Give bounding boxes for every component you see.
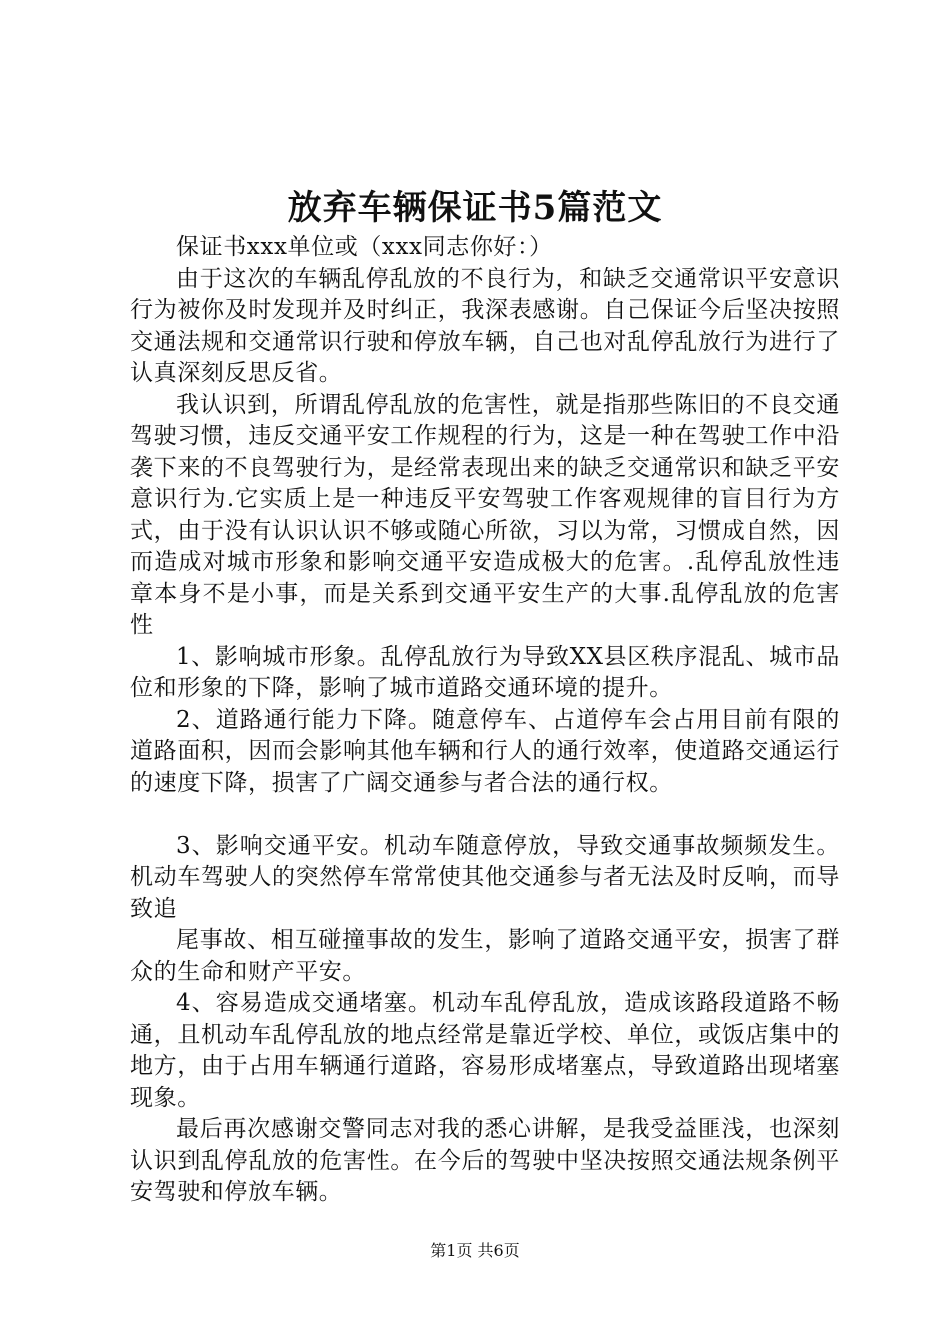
document-body	[130, 232, 840, 1209]
closing-paragraph: 最后再次感谢交警同志对我的悉心讲解，是我受益匪浅，也深刻认识到乱停乱放的危害性。在今后的驾驶中坚决按照交通法规条例平安驾驶和停放车辆。	[130, 1116, 840, 1205]
page-number-footer: 第1页 共6页	[430, 1241, 520, 1260]
body-paragraph: 由于这次的车辆乱停乱放的不良行为，和缺乏交通常识平安意识行为被你及时发现并及时纠正，我深表感谢。自己保证今后坚决按照交通法规和交通常识行驶和停放车辆，自己也对乱停乱放行为进行了认真深刻反思反省。	[130, 265, 840, 386]
document-title: 放弃车辆保证书5篇范文	[287, 188, 663, 228]
salutation-paragraph: 保证书xxx单位或（xxx同志你好：）	[176, 234, 553, 260]
list-paragraph: 3、影响交通平安。机动车随意停放，导致交通事故频频发生。机动车驾驶人的突然停车常常使其他交通参与者无法及时反响，而导致追	[130, 832, 840, 922]
list-paragraph: 4、容易造成交通堵塞。机动车乱停乱放，造成该路段道路不畅通，且机动车乱停乱放的地点经常是靠近学校、单位，或饭店集中的地方，由于占用车辆通行道路，容易形成堵塞点，导致道路出现堵塞现象。	[130, 990, 840, 1111]
list-paragraph: 2、道路通行能力下降。随意停车、占道停车会占用目前有限的道路面积，因而会影响其他车辆和行人的通行效率，使道路交通运行的速度下降，损害了广阔交通参与者合法的通行权。	[130, 706, 840, 796]
body-paragraph: 我认识到，所谓乱停乱放的危害性，就是指那些陈旧的不良交通驾驶习惯，违反交通平安工作规程的行为，这是一种在驾驶工作中沿袭下来的不良驾驶行为，是经常表现出来的缺乏交通常识和缺乏平安意识行为.它实质上是一种违反平安驾驶工作客观规律的盲目行为方式，由于没有认识认识不够或随心所欲，习以为常，习惯成自然，因而造成对城市形象和影响交通平安造成极大的危害。.乱停乱放性违章本身不是小事，而是关系到交通平安生产的大事.乱停乱放的危害性	[130, 391, 840, 638]
list-paragraph: 1、影响城市形象。乱停乱放行为导致XX县区秩序混乱、城市品位和形象的下降，影响了城市道路交通环境的提升。	[130, 643, 840, 701]
body-paragraph: 尾事故、相互碰撞事故的发生，影响了道路交通平安，损害了群众的生命和财产平安。	[130, 927, 840, 985]
